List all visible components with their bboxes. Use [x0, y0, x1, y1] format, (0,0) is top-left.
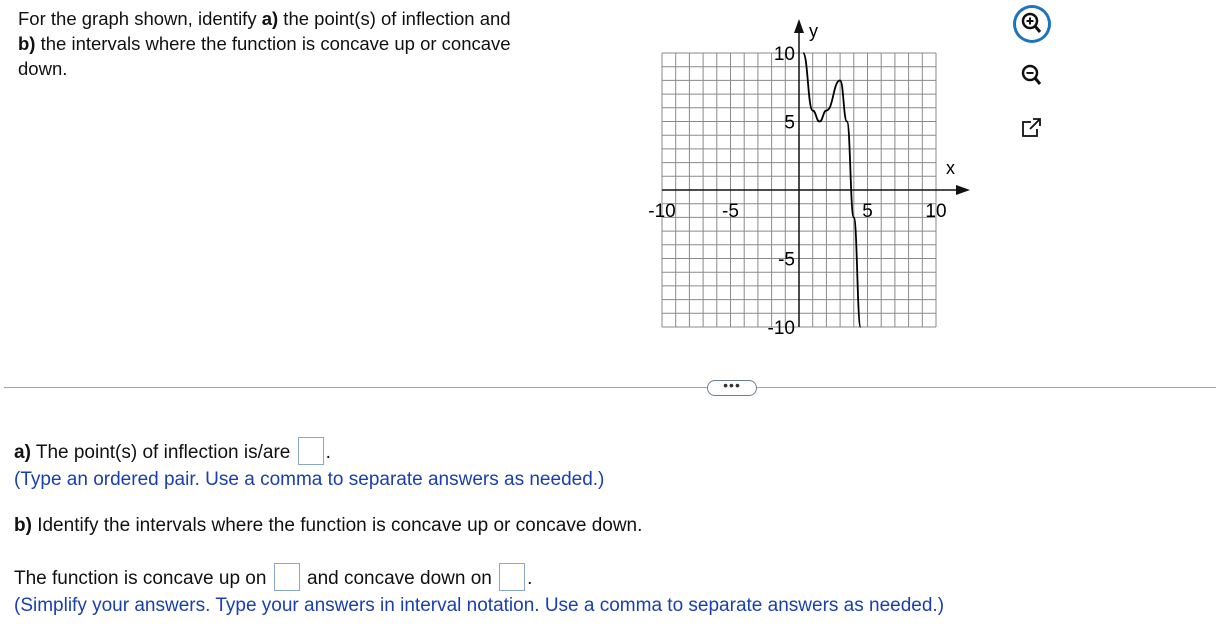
popout-icon[interactable]	[1016, 112, 1048, 144]
y-tick-label: 10	[773, 44, 795, 65]
x-tick-label: 5	[862, 201, 873, 222]
prompt-text: the point(s) of inflection and	[278, 8, 511, 29]
y-axis-label: y	[809, 21, 818, 41]
concave-up-label: The function is concave up on	[14, 568, 267, 590]
part-b-marker: b)	[18, 33, 36, 54]
part-b-label: b)	[14, 515, 32, 536]
part-a-question	[14, 439, 331, 467]
concave-up-input[interactable]	[274, 563, 300, 591]
inflection-answer-input[interactable]	[298, 437, 324, 465]
part-b-hint: (Simplify your answers. Type your answers in interval notation. Use a comma to separate answers as needed.)	[14, 595, 945, 616]
part-a-marker: a)	[261, 8, 279, 29]
x-axis-arrow	[956, 185, 970, 195]
part-b-question	[14, 515, 642, 537]
graph-svg	[620, 0, 980, 350]
function-graph	[620, 0, 980, 350]
zoom-out-icon[interactable]	[1016, 60, 1048, 92]
concavity-sentence	[14, 565, 532, 593]
x-tick-label: -10	[648, 201, 676, 222]
x-tick-label: 10	[925, 201, 947, 222]
part-a-hint: (Type an ordered pair. Use a comma to separate answers as needed.)	[14, 469, 605, 490]
sentence-period: .	[527, 568, 533, 590]
x-axis-label: x	[946, 158, 955, 178]
more-button[interactable]: •••	[707, 380, 757, 396]
prompt-text: down.	[18, 58, 68, 79]
x-tick-label: -5	[722, 201, 739, 222]
section-divider	[4, 387, 1216, 388]
concave-down-input[interactable]	[499, 563, 525, 591]
prompt-text: For the graph shown, identify	[18, 8, 262, 29]
part-b-text: Identify the intervals where the function is concave up or concave down.	[31, 515, 643, 536]
y-tick-label: 5	[784, 112, 795, 134]
y-tick-label: -10	[767, 318, 795, 339]
y-axis-arrow	[794, 19, 804, 33]
zoom-in-icon[interactable]	[1016, 8, 1048, 40]
prompt-text: the intervals where the function is concave up or concave	[35, 33, 511, 54]
graph-axes	[662, 19, 970, 327]
period: .	[325, 442, 331, 464]
part-a-text: The point(s) of inflection is/are	[30, 442, 291, 464]
concave-down-label: and concave down on	[307, 568, 492, 590]
part-a-label: a)	[14, 442, 31, 464]
y-tick-label: -5	[778, 249, 795, 271]
question-prompt	[18, 6, 578, 81]
graph-tools	[1016, 8, 1056, 164]
